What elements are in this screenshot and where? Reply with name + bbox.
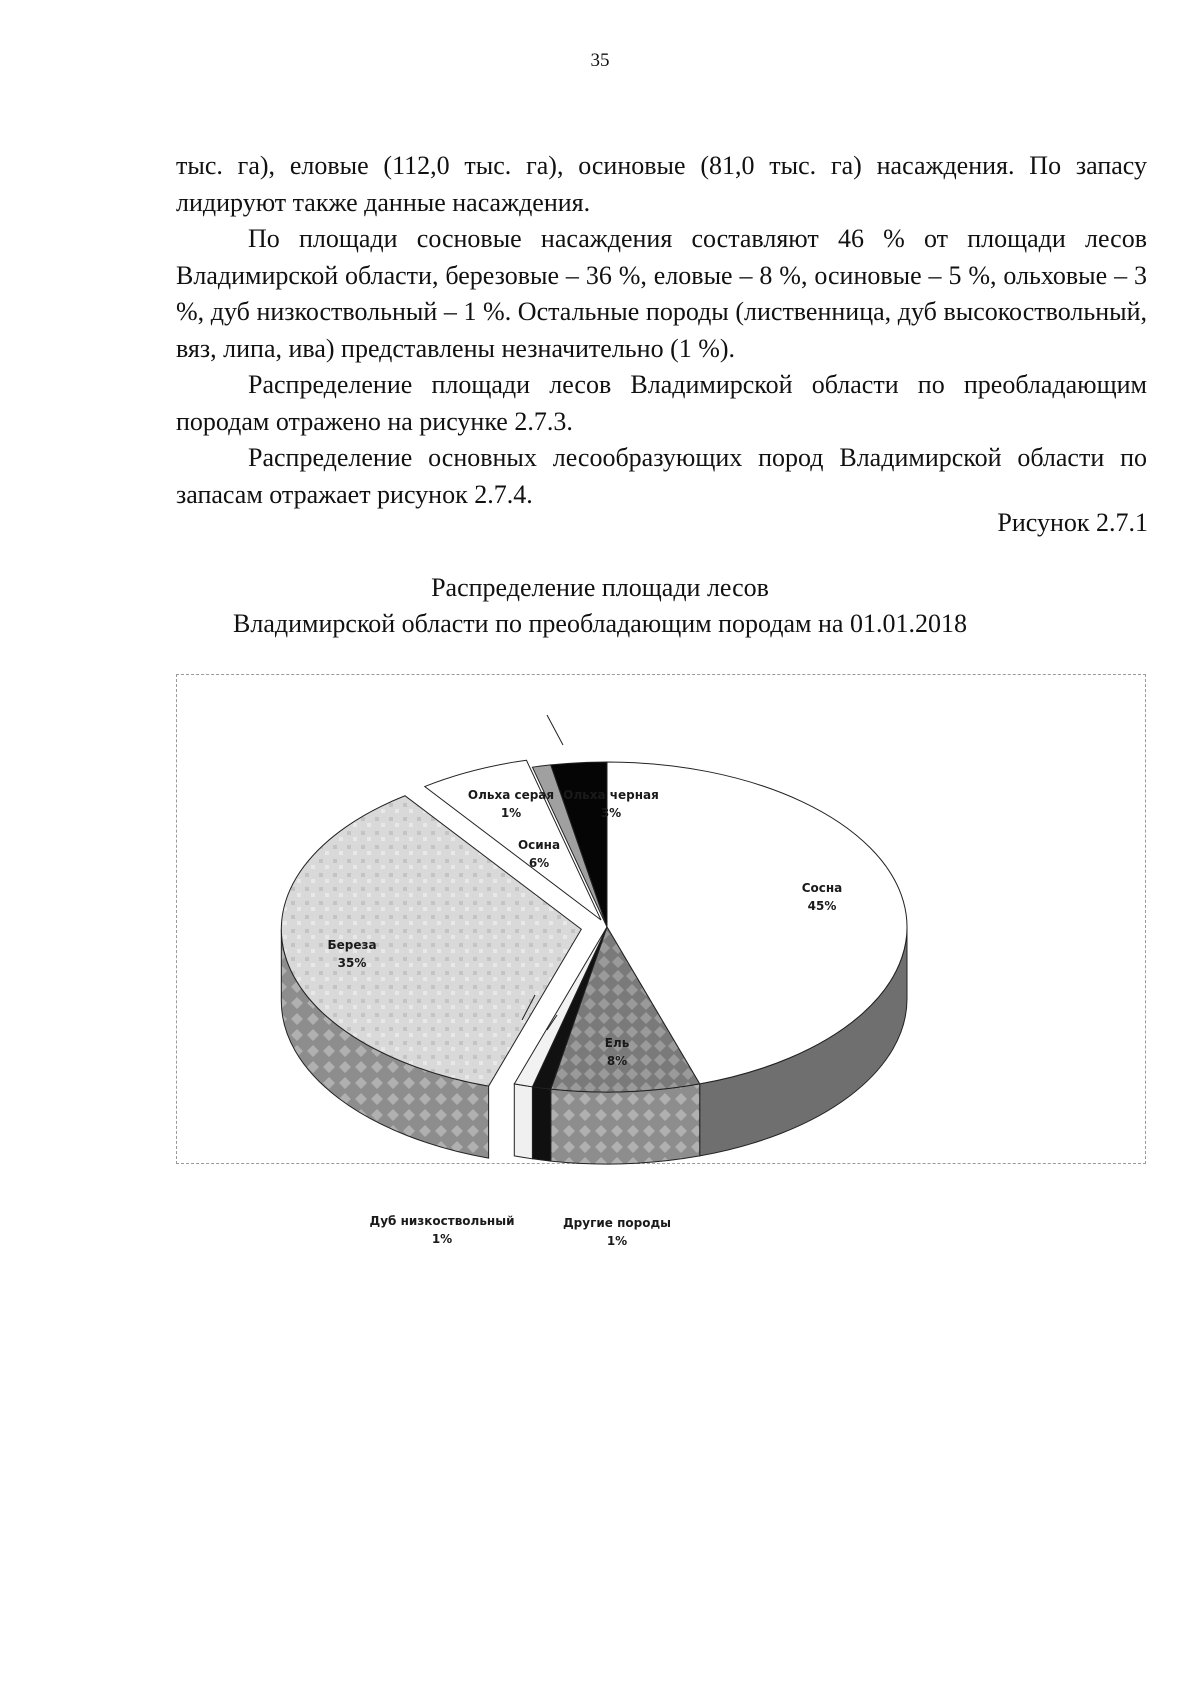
pie-slice-value-label: 1% [606,1234,628,1248]
pie-slice-name-label: Ольха черная [563,788,659,802]
paragraph-3: Распределение площади лесов Владимирской области по преобладающим породам отражено на рисунке 2.7.3. [176,370,1147,436]
pie-slice-name-label: Дуб низкоствольный [369,1214,515,1228]
figure-number: Рисунок 2.7.1 [997,508,1148,537]
pie-slice-name-label: Береза [327,938,377,952]
pie-top-layer [281,760,907,1092]
pie-slice-name-label: Ель [604,1036,630,1050]
paragraph-4: Распределение основных лесообразующих пород Владимирской области по запасам отражает рисунок 2.7.4. [176,443,1147,509]
pie-leader-line [547,715,563,745]
paragraph-2: По площади сосновые насаждения составляют 46 % от площади лесов Владимирской области, березовые – 36 %, еловые – 8 %, осиновые – 5 %, ольховые – 3 %, дуб низкоствольный – 1 %. Остальные породы (лиственница, дуб высокоствольный, вяз, липа, ива) представлены незначительно (1 %). [176,224,1147,363]
pie-chart-frame [176,674,1146,1248]
pie-slice-value-label: 45% [807,899,837,913]
pie-slice-side [532,1087,550,1161]
figure-title [0,570,1200,642]
page-number: 35 [590,50,610,71]
figure-title-line-2: Владимирской области по преобладающим породам на 01.01.2018 [233,609,967,638]
pie-slice-value-label: 1% [500,806,522,820]
pie-slice-name-label: Сосна [801,881,843,895]
pie-slice-side [551,1084,700,1164]
pie-slice-value-label: 35% [337,956,367,970]
pie-slice-name-label: Другие породы [562,1216,672,1230]
pie-slice-value-label: 3% [600,806,622,820]
pie-chart [177,675,1145,1248]
pie-slice-value-label: 8% [606,1054,628,1068]
pie-slice-side [514,1084,532,1159]
pie-slice-name-label: Ольха серая [467,788,555,802]
pie-slice-value-label: 1% [431,1232,453,1246]
pie-slice-name-label: Осина [517,838,561,852]
body-text [176,148,1147,513]
paragraph-1: тыс. га), еловые (112,0 тыс. га), осиновые (81,0 тыс. га) насаждения. По запасу лидируют также данные насаждения. [176,151,1147,217]
figure-title-line-1: Распределение площади лесов [431,573,769,602]
pie-slice-value-label: 6% [528,856,550,870]
